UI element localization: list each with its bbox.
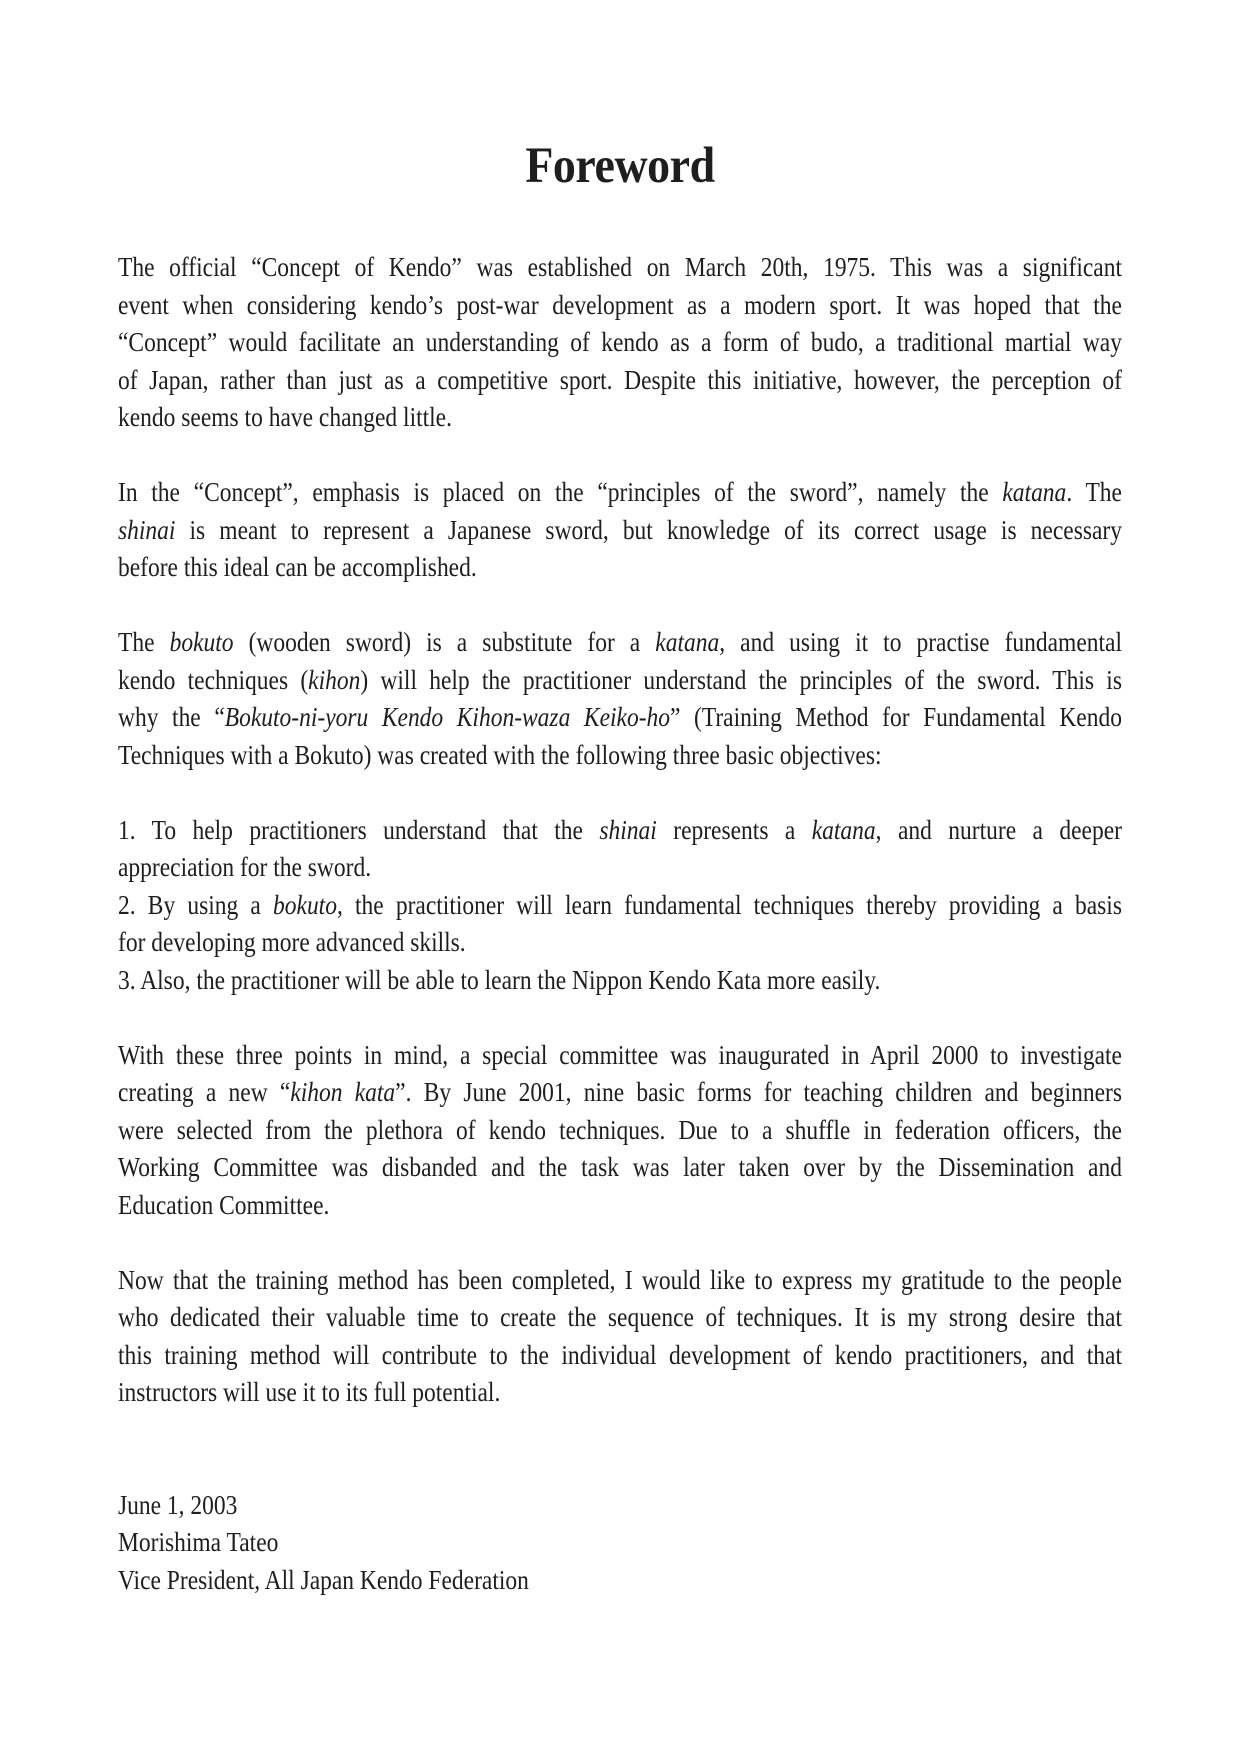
italic-term: katana xyxy=(1002,477,1067,507)
text-line xyxy=(118,1112,1122,1150)
italic-term: shinai xyxy=(599,814,657,845)
italic-term: bokuto xyxy=(169,627,234,657)
spacer xyxy=(118,1449,1122,1487)
text-segment: is meant to represent a Japanese sword, but knowledge of its correct usage is necessary xyxy=(175,514,1122,545)
italic-term: kihon kata xyxy=(290,1077,396,1107)
text-segment: Now that the training method has been completed, I would like to express my gratitude to the people xyxy=(118,1264,1122,1295)
page-title: Foreword xyxy=(525,138,715,194)
text-segment: creating a new “ xyxy=(118,1077,291,1107)
content-blocks xyxy=(118,249,1122,1412)
text-segment: 3. Also, the practitioner will be able to learn the Nippon Kendo Kata more easily. xyxy=(118,964,881,995)
list-item-line xyxy=(118,849,1122,887)
text-line xyxy=(118,1074,1122,1112)
list-item-line xyxy=(118,812,1122,850)
text-line xyxy=(118,1187,1122,1225)
italic-term: kihon xyxy=(308,664,361,695)
text-line xyxy=(118,737,1122,775)
text-segment: ” (Training Method for Fundamental Kendo xyxy=(670,702,1122,732)
text-line xyxy=(118,1337,1122,1375)
paragraph xyxy=(118,624,1122,774)
signature-block xyxy=(118,1487,1122,1600)
paragraph-spacer xyxy=(118,437,1122,475)
document-body xyxy=(118,249,1122,1599)
text-segment: The official “Concept of Kendo” was established on March 20th, 1975. This was a significant xyxy=(118,252,1122,282)
text-segment: were selected from the plethora of kendo techniques. Due to a shuffle in federation officers, the xyxy=(118,1114,1122,1145)
text-line xyxy=(118,624,1122,662)
text-segment: 1. To help practitioners understand that the xyxy=(118,814,600,845)
text-line xyxy=(118,549,1122,587)
text-segment: ”. By June 2001, nine basic forms for teaching children and beginners xyxy=(395,1077,1122,1107)
text-segment: for developing more advanced skills. xyxy=(118,927,466,957)
text-line xyxy=(118,1299,1122,1337)
text-segment: ) will help the practitioner understand the principles of the sword. This is xyxy=(360,664,1122,695)
text-line xyxy=(118,1262,1122,1300)
text-line xyxy=(118,1149,1122,1187)
text-segment: . The xyxy=(1066,477,1122,507)
text-segment: With these three points in mind, a special committee was inaugurated in April 2000 to investigate xyxy=(118,1039,1122,1070)
text-segment: Education Committee. xyxy=(118,1189,330,1220)
text-segment: kendo seems to have changed little. xyxy=(118,402,452,432)
text-line xyxy=(118,699,1122,737)
text-line xyxy=(118,249,1122,287)
text-segment: this training method will contribute to the individual development of kendo practitioners, and that xyxy=(118,1339,1122,1370)
text-line xyxy=(118,512,1122,550)
paragraph xyxy=(118,1262,1122,1412)
spacer xyxy=(118,1412,1122,1450)
objectives-list xyxy=(118,812,1122,1000)
italic-term: Bokuto-ni-yoru Kendo Kihon-waza Keiko-ho xyxy=(224,702,671,732)
signature-position: Vice President, All Japan Kendo Federation xyxy=(118,1564,529,1595)
text-segment: instructors will use it to its full potential. xyxy=(118,1377,501,1407)
text-segment: kendo techniques ( xyxy=(118,664,309,695)
text-segment: why the “ xyxy=(118,702,225,732)
text-segment: (wooden sword) is a substitute for a xyxy=(233,627,656,657)
text-line xyxy=(118,1037,1122,1075)
text-segment: of Japan, rather than just as a competitive sport. Despite this initiative, however, the perception of xyxy=(118,364,1122,395)
text-line xyxy=(118,399,1122,437)
italic-term: katana xyxy=(655,627,720,657)
signature-date: June 1, 2003 xyxy=(118,1489,238,1520)
text-segment: event when considering kendo’s post-war development as a modern sport. It was hoped that the xyxy=(118,289,1122,320)
paragraph-spacer xyxy=(118,774,1122,812)
italic-term: shinai xyxy=(118,514,176,545)
text-line xyxy=(118,324,1122,362)
text-line xyxy=(118,362,1122,400)
text-segment: Working Committee was disbanded and the task was later taken over by the Dissemination and xyxy=(118,1152,1122,1182)
text-segment: , and nurture a deeper xyxy=(875,814,1122,845)
paragraph-spacer xyxy=(118,1224,1122,1262)
text-segment: The xyxy=(118,627,170,657)
list-item-line xyxy=(118,887,1122,925)
text-line xyxy=(118,1374,1122,1412)
text-segment: , the practitioner will learn fundamental techniques thereby providing a basis xyxy=(336,889,1122,920)
text-segment: 2. By using a xyxy=(118,889,274,920)
paragraph xyxy=(118,249,1122,437)
text-segment: who dedicated their valuable time to create the sequence of techniques. It is my strong desire that xyxy=(118,1302,1122,1332)
paragraph-spacer xyxy=(118,999,1122,1037)
text-segment: In the “Concept”, emphasis is placed on the “principles of the sword”, namely the xyxy=(118,477,1003,507)
text-segment: “Concept” would facilitate an understanding of kendo as a form of budo, a traditional martial way xyxy=(118,327,1122,357)
list-item-line xyxy=(118,962,1122,1000)
paragraph-spacer xyxy=(118,587,1122,625)
text-line xyxy=(118,474,1122,512)
text-segment: appreciation for the sword. xyxy=(118,852,372,882)
text-segment: Techniques with a Bokuto) was created with the following three basic objectives: xyxy=(118,739,882,770)
paragraph xyxy=(118,474,1122,587)
italic-term: katana xyxy=(811,814,876,845)
signature-name: Morishima Tateo xyxy=(118,1527,279,1557)
paragraph xyxy=(118,1037,1122,1225)
text-segment: , and using it to practise fundamental xyxy=(719,627,1122,657)
list-item-line xyxy=(118,924,1122,962)
text-segment: represents a xyxy=(656,814,812,845)
text-segment: before this ideal can be accomplished. xyxy=(118,552,477,582)
text-line xyxy=(118,662,1122,700)
italic-term: bokuto xyxy=(273,889,337,920)
text-line xyxy=(118,287,1122,325)
